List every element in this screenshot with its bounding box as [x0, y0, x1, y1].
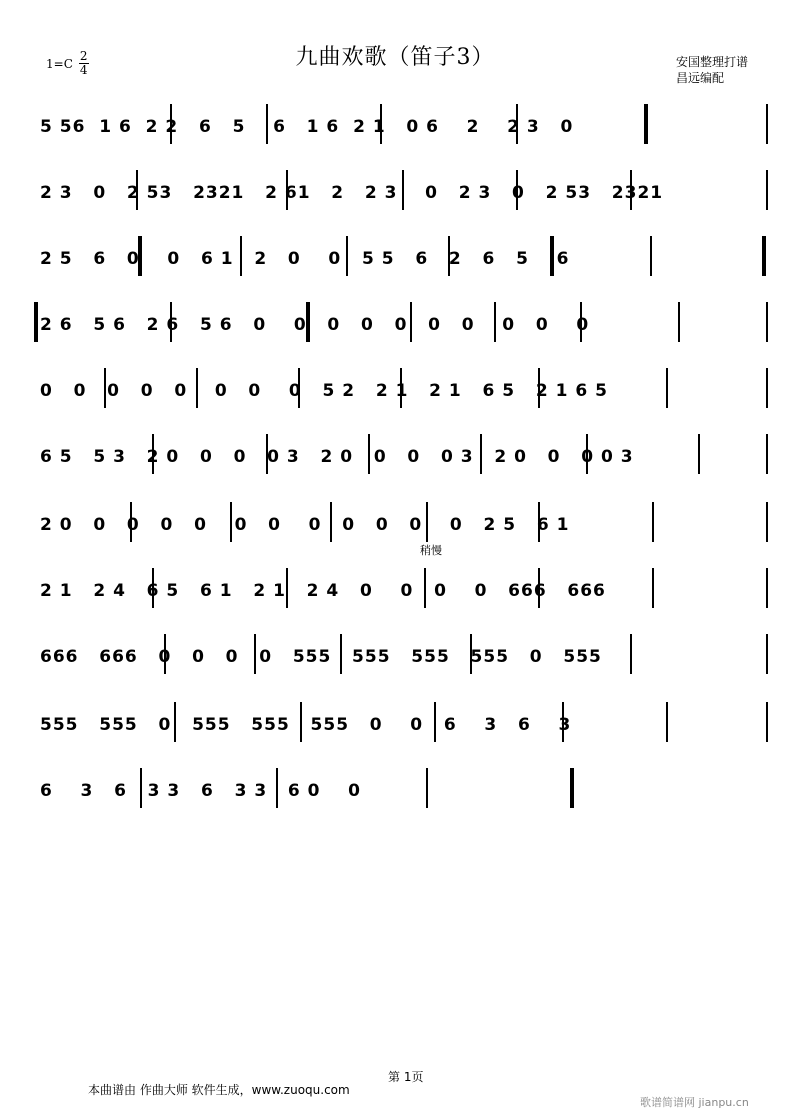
barline	[480, 434, 482, 474]
barline	[650, 236, 652, 276]
staff-row-7	[40, 492, 770, 552]
barline	[164, 634, 166, 674]
barline	[266, 104, 268, 144]
barline	[766, 434, 768, 474]
barline	[538, 502, 540, 542]
barline	[766, 170, 768, 210]
staff-row-1	[40, 94, 770, 154]
barline	[766, 502, 768, 542]
staff-row-8	[40, 558, 770, 618]
barline	[152, 434, 154, 474]
barline	[400, 368, 402, 408]
repeat-barline	[34, 302, 38, 342]
staff-row-4	[40, 292, 770, 352]
time-signature-bottom: 4	[79, 63, 88, 77]
time-signature-top: 2	[79, 49, 88, 63]
barline	[170, 104, 172, 144]
staff-row-9	[40, 624, 770, 684]
barline	[174, 702, 176, 742]
staff-row-3	[40, 226, 770, 286]
barline	[766, 104, 768, 144]
credit-transcriber: 安国整理打谱	[676, 55, 749, 69]
barline	[538, 568, 540, 608]
barline	[652, 568, 654, 608]
repeat-barline	[644, 104, 648, 144]
tempo-marking: 稍慢	[420, 544, 442, 557]
barline	[346, 236, 348, 276]
barline	[630, 170, 632, 210]
staff-row-11	[40, 758, 770, 818]
barline	[766, 634, 768, 674]
staff-row-10	[40, 692, 770, 752]
barline	[140, 768, 142, 808]
barline	[426, 502, 428, 542]
repeat-barline	[138, 236, 142, 276]
barline	[562, 702, 564, 742]
barline	[538, 368, 540, 408]
staff-row-6	[40, 424, 770, 484]
barline	[300, 702, 302, 742]
barline	[266, 434, 268, 474]
barline	[426, 768, 428, 808]
notation-line: 555 555 0 555 555 555 0 0 6 3 6 3	[40, 715, 572, 735]
barline	[410, 302, 412, 342]
barline	[630, 634, 632, 674]
notation-line: 2 6 5 6 2 6 5 6 0 0 0 0 0 0 0 0 0 0	[40, 315, 590, 335]
barline	[130, 502, 132, 542]
generator-credit: 本曲谱由 作曲大师 软件生成，www.zuoqu.com	[88, 1083, 350, 1097]
credit-arranger: 昌远编配	[676, 71, 725, 85]
key-label: 1=C	[46, 56, 73, 71]
notation-line: 5 56 1 6 2 2 6 5 6 1 6 2 1 0 6 2 2 3 0	[40, 117, 574, 137]
barline	[196, 368, 198, 408]
repeat-barline	[306, 302, 310, 342]
barline	[516, 104, 518, 144]
barline	[104, 368, 106, 408]
barline	[766, 302, 768, 342]
site-watermark: 歌谱简谱网 jianpu.cn	[640, 1096, 749, 1109]
barline	[666, 702, 668, 742]
barline	[516, 170, 518, 210]
barline	[494, 302, 496, 342]
score-title: 九曲欢歌（笛子3）	[295, 45, 495, 70]
barline	[448, 236, 450, 276]
barline	[254, 634, 256, 674]
barline	[766, 368, 768, 408]
barline	[470, 634, 472, 674]
notation-line: 666 666 0 0 0 0 555 555 555 555 0 555	[40, 647, 602, 667]
barline	[298, 368, 300, 408]
notation-line: 6 5 5 3 2 0 0 0 0 3 2 0 0 0 0 3 2 0 0 0 0 3	[40, 447, 634, 467]
barline	[698, 434, 700, 474]
barline	[276, 768, 278, 808]
barline	[766, 702, 768, 742]
notation-line: 2 1 2 4 6 5 6 1 2 1 2 4 0 0 0 0 666 666	[40, 581, 606, 601]
staff-row-5	[40, 358, 770, 418]
barline	[286, 568, 288, 608]
barline	[580, 302, 582, 342]
barline	[136, 170, 138, 210]
barline	[678, 302, 680, 342]
barline	[434, 702, 436, 742]
key-signature	[46, 50, 89, 77]
barline	[586, 434, 588, 474]
time-signature	[79, 50, 89, 77]
final-barline	[570, 768, 574, 808]
repeat-barline	[550, 236, 554, 276]
notation-line: 2 3 0 2 53 2321 2 61 2 2 3 0 2 3 0 2 53 2321	[40, 183, 664, 203]
barline	[402, 170, 404, 210]
barline	[240, 236, 242, 276]
repeat-barline	[762, 236, 766, 276]
notation-line: 2 5 6 0 0 6 1 2 0 0 5 5 6 2 6 5 6	[40, 249, 570, 269]
barline	[368, 434, 370, 474]
staff-row-2	[40, 160, 770, 220]
barline	[170, 302, 172, 342]
page-number: 第 1页	[388, 1070, 424, 1084]
notation-line: 2 0 0 0 0 0 0 0 0 0 0 0 0 2 5 6 1	[40, 515, 570, 535]
notation-line: 6 3 6 3 3 6 3 3 6 0 0	[40, 781, 361, 801]
barline	[380, 104, 382, 144]
barline	[766, 568, 768, 608]
notation-line: 0 0 0 0 0 0 0 0 5 2 2 1 2 1 6 5 2 1 6 5	[40, 381, 608, 401]
barline	[340, 634, 342, 674]
barline	[652, 502, 654, 542]
barline	[666, 368, 668, 408]
barline	[152, 568, 154, 608]
barline	[424, 568, 426, 608]
credits	[676, 54, 748, 86]
barline	[230, 502, 232, 542]
barline	[330, 502, 332, 542]
barline	[286, 170, 288, 210]
